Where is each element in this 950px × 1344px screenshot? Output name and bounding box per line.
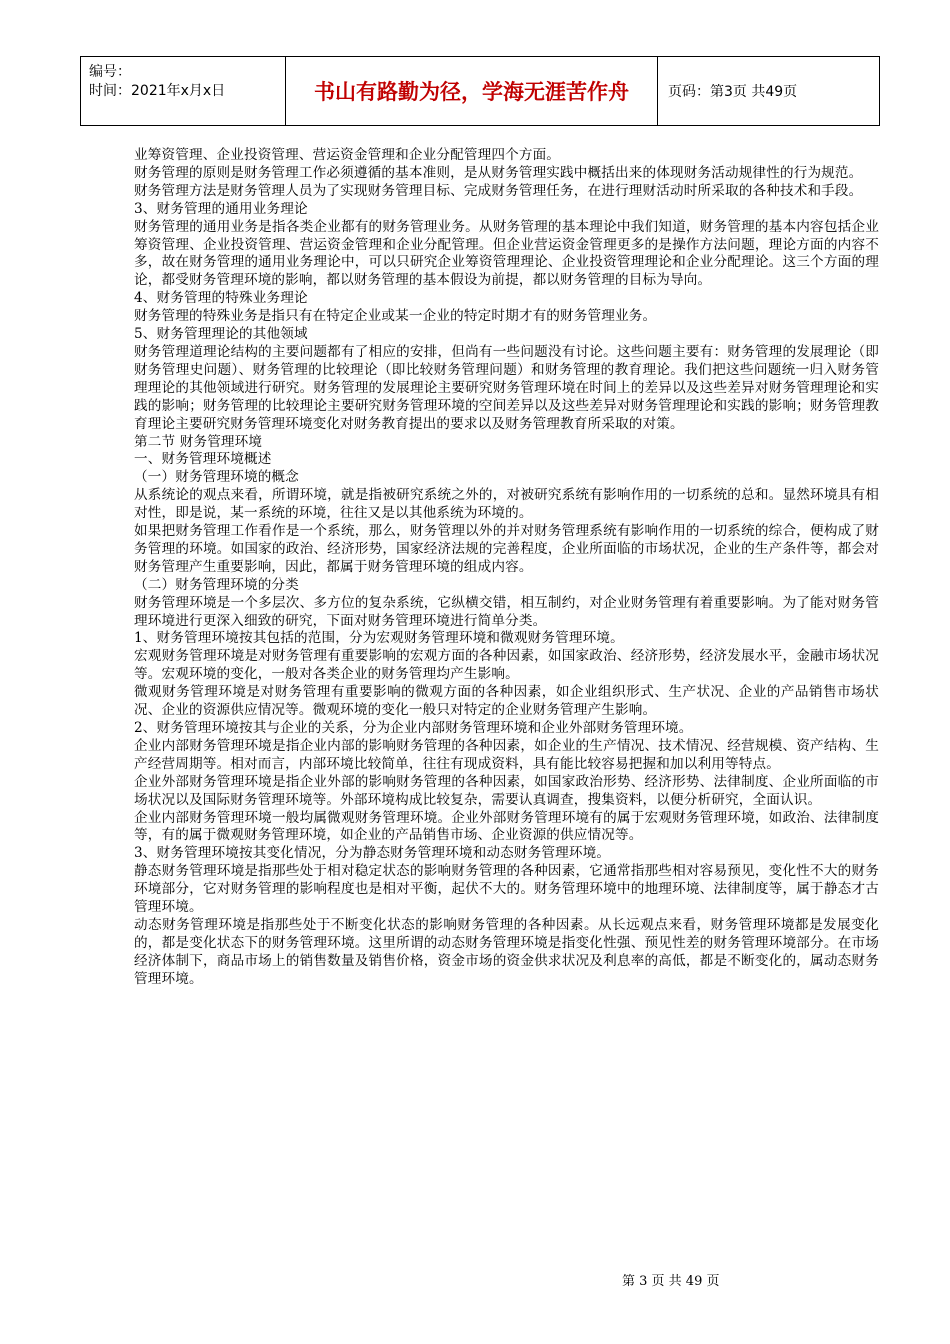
paragraph: 动态财务管理环境是指那些处于不断变化状态的影响财务管理的各种因素。从长远观点来看，财务管理环境都是发展变化的，都是变化状态下的财务管理环境。这里所谓的动态财务管理环境是指变化性强、预见性差的财务管理环境部分。在市场经济体制下，商品市场上的销售数量及销售价格，资金市场的资金供求状况及利息率的高低，都是不断变化的，属动态财务管理环境。 xyxy=(134,916,879,987)
date-line: 时间：2021年x月x日 xyxy=(89,83,226,99)
paragraph: 微观财务管理环境是对财务管理有重要影响的微观方面的各种因素，如企业组织形式、生产状况、企业的产品销售市场状况、企业的资源供应情况等。微观环境的变化一般只对特定的企业财务管理产生影响。 xyxy=(134,684,879,719)
paragraph: 财务管理道理论结构的主要问题都有了相应的安排，但尚有一些问题没有讨论。这些问题主要有：财务管理的发展理论（即财务管理史问题）、财务管理的比较理论（即比较财务管理问题）和财务管理的教育理论。我们把这些问题统一归入财务管理理论的其他领域进行研究。财务管理的发展理论主要研究财务管理环境在时间上的差异以及这些差异对财务管理理论和实践的影响；财务管理的比较理论主要研究财务管理环境的空间差异以及这些差异对财务管理理论和实践的影响；财务管理教育理论主要研究财务管理环境变化对财务教育提出的要求以及财务管理教育所采取的对策。 xyxy=(134,343,879,432)
header-page-code: 页码：第3页 共49页 xyxy=(668,84,798,100)
paragraph: 财务管理环境是一个多层次、多方位的复杂系统，它纵横交错，相互制约，对企业财务管理有着重要影响。为了能对财务管理环境进行更深入细致的研究，下面对财务管理环境进行简单分类。 xyxy=(134,594,879,629)
paragraph: 宏观财务管理环境是对财务管理有重要影响的宏观方面的各种因素，如国家政治、经济形势，经济发展水平，金融市场状况等。宏观环境的变化，一般对各类企业的财务管理均产生影响。 xyxy=(134,648,879,683)
paragraph: 2、财务管理环境按其与企业的关系，分为企业内部财务管理环境和企业外部财务管理环境。 xyxy=(134,720,693,736)
subsection-heading: （二）财务管理环境的分类 xyxy=(134,576,299,593)
paragraph: 财务管理方法是财务管理人员为了实现财务管理目标、完成财务管理任务，在进行理财活动时所采取的各种技术和手段。 xyxy=(134,182,863,199)
serial-number-label: 编号： xyxy=(89,64,131,80)
paragraph: 财务管理的通用业务是指各类企业都有的财务管理业务。从财务管理的基本理论中我们知道，财务管理的基本内容包括企业筹资管理、企业投资管理、营运资金管理和企业分配管理。但企业营运资金管理更多的是操作方法问题，理论方面的内容不多，故在财务管理的通用业务理论中，可以只研究企业筹资管理理论、企业投资管理理论和企业分配理论。这三个方面的理论，都受财务管理环境的影响，都以财务管理的基本假设为前提，都以财务管理的目标为导向。 xyxy=(134,218,879,289)
page-header-table xyxy=(80,56,880,126)
paragraph: 财务管理的特殊业务是指只有在特定企业或某一企业的特定时期才有的财务管理业务。 xyxy=(134,308,657,325)
section-heading: 3、财务管理的通用业务理论 xyxy=(134,200,308,217)
paragraph: 业筹资管理、企业投资管理、营运资金管理和企业分配管理四个方面。 xyxy=(134,147,561,163)
header-info-cell xyxy=(81,57,286,125)
paragraph: 企业内部财务管理环境是指企业内部的影响财务管理的各种因素，如企业的生产情况、技术情况、经营规模、资产结构、生产经营周期等。相对而言，内部环境比较简单，往往有现成资料，具有能比较容易把握和加以利用等特点。 xyxy=(134,737,879,772)
page-footer: 第 3 页 共 49 页 xyxy=(622,1274,720,1289)
section-heading: 5、财务管理理论的其他领域 xyxy=(134,326,308,343)
section-heading: 4、财务管理的特殊业务理论 xyxy=(134,290,308,307)
paragraph: 从系统论的观点来看，所谓环境，就是指被研究系统之外的，对被研究系统有影响作用的一切系统的总和。显然环境具有相对性，即是说，某一系统的环境，往往又是以其他系统为环境的。 xyxy=(134,487,879,522)
chapter-heading: 第二节 财务管理环境 xyxy=(134,433,263,450)
section-heading: 一、财务管理环境概述 xyxy=(134,451,272,468)
paragraph: 3、财务管理环境按其变化情况，分为静态财务管理环境和动态财务管理环境。 xyxy=(134,845,611,862)
subsection-heading: （一）财务管理环境的概念 xyxy=(134,469,299,486)
paragraph: 1、财务管理环境按其包括的范围，分为宏观财务管理环境和微观财务管理环境。 xyxy=(134,630,624,647)
paragraph: 如果把财务管理工作看作是一个系统，那么，财务管理以外的并对财务管理系统有影响作用的一切系统的综合，便构成了财务管理的环境。如国家的政治、经济形势，国家经济法规的完善程度，企业所面临的市场状况，企业的生产条件等，都会对财务管理产生重要影响，因此，都属于财务管理环境的组成内容。 xyxy=(134,523,879,575)
header-motto: 书山有路勤为径，学海无涯苦作舟 xyxy=(286,57,658,125)
paragraph: 企业内部财务管理环境一般均属微观财务管理环境。企业外部财务管理环境有的属于宏观财务管理环境，如政治、法律制度等，有的属于微观财务管理环境，如企业的产品销售市场、企业资源的供应情况等。 xyxy=(134,809,879,844)
paragraph: 财务管理的原则是财务管理工作必须遵循的基本准则，是从财务管理实践中概括出来的体现财务活动规律性的行为规范。 xyxy=(134,164,863,181)
document-body xyxy=(134,147,879,989)
paragraph: 静态财务管理环境是指那些处于相对稳定状态的影响财务管理的各种因素，它通常指那些相对容易预见，变化性不大的财务环境部分，它对财务管理的影响程度也是相对平衡，起伏不大的。财务管理环境中的地理环境、法律制度等，属于静态才古管理环境。 xyxy=(134,863,879,916)
paragraph: 企业外部财务管理环境是指企业外部的影响财务管理的各种因素，如国家政治形势、经济形势、法律制度、企业所面临的市场状况以及国际财务管理环境等。外部环境构成比较复杂，需要认真调查，搜集资料，以便分析研究，全面认识。 xyxy=(134,773,879,808)
